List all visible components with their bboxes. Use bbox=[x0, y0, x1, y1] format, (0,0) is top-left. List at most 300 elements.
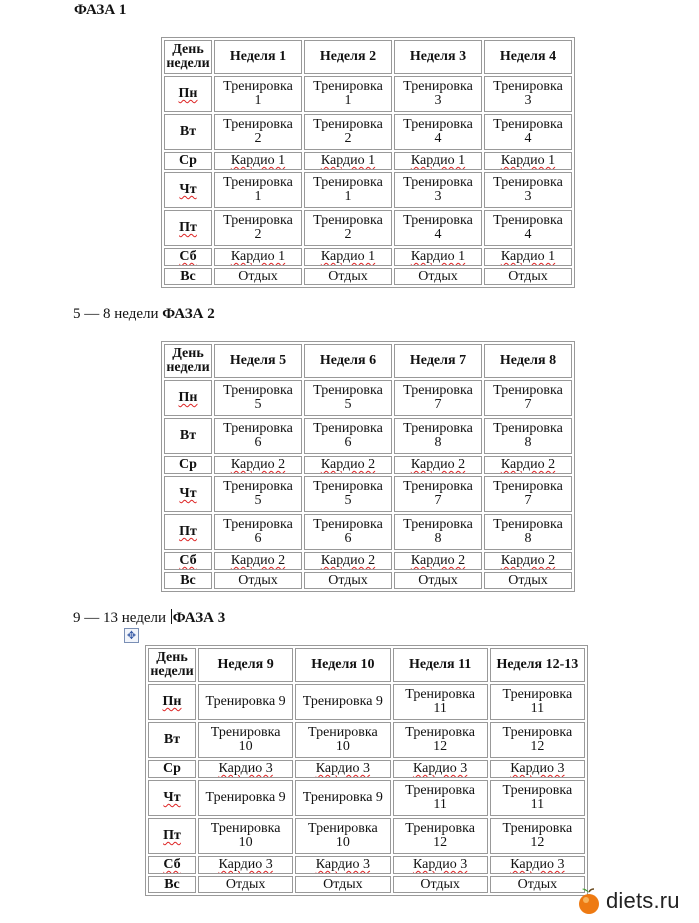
schedule-cell bbox=[214, 476, 302, 512]
schedule-cell bbox=[198, 684, 293, 720]
schedule-cell bbox=[198, 760, 293, 778]
schedule-cell-text: 8 bbox=[434, 531, 442, 546]
move-arrows-icon[interactable]: ✥ bbox=[124, 628, 139, 643]
schedule-cell bbox=[394, 210, 482, 246]
schedule-cell bbox=[394, 514, 482, 550]
schedule-cell-text: Кардио 3 bbox=[218, 857, 273, 872]
schedule-cell bbox=[304, 552, 392, 570]
schedule-cell-text: 4 bbox=[524, 131, 532, 146]
corner-label: недели bbox=[166, 56, 210, 71]
schedule-cell bbox=[490, 876, 585, 893]
day-label bbox=[164, 456, 212, 474]
day-row bbox=[164, 572, 572, 589]
day-label-text: Пт bbox=[163, 828, 181, 843]
phase-2-heading-prefix: 5 — 8 недели bbox=[73, 306, 163, 322]
day-row bbox=[148, 780, 585, 816]
schedule-cell bbox=[394, 76, 482, 112]
week-header: Неделя 10 bbox=[295, 648, 390, 682]
schedule-cell bbox=[484, 572, 572, 589]
schedule-cell-text: Кардио 1 bbox=[410, 153, 466, 168]
schedule-cell bbox=[198, 876, 293, 893]
schedule-cell bbox=[394, 418, 482, 454]
schedule-cell bbox=[484, 380, 572, 416]
schedule-cell-text: Тренировка bbox=[223, 421, 293, 436]
day-label-text: Ср bbox=[179, 153, 197, 168]
schedule-cell bbox=[295, 818, 390, 854]
day-label bbox=[148, 876, 196, 893]
day-label bbox=[148, 760, 196, 778]
schedule-cell-text: 3 bbox=[434, 93, 442, 108]
schedule-cell-text: Кардио 1 bbox=[410, 249, 466, 264]
phase-3-heading-title: ФАЗА 3 bbox=[172, 610, 226, 626]
schedule-cell bbox=[214, 514, 302, 550]
corner-cell bbox=[164, 344, 212, 378]
phase-1-table bbox=[161, 37, 575, 288]
day-row bbox=[148, 818, 585, 854]
phase-2-heading-title: ФАЗА 2 bbox=[162, 306, 215, 322]
day-row bbox=[164, 456, 572, 474]
schedule-cell-text: 11 bbox=[433, 797, 447, 812]
schedule-cell-text: Отдых bbox=[418, 268, 458, 284]
schedule-cell-text: 6 bbox=[254, 435, 262, 450]
schedule-cell-text: Кардио 3 bbox=[218, 761, 273, 776]
day-label-text: Вс bbox=[180, 572, 196, 588]
corner-label: недели bbox=[166, 360, 210, 375]
corner-cell bbox=[148, 648, 196, 682]
schedule-cell bbox=[484, 248, 572, 266]
day-row bbox=[164, 210, 572, 246]
schedule-cell-text: 5 bbox=[344, 397, 352, 412]
schedule-cell-text: Кардио 2 bbox=[410, 457, 466, 472]
schedule-cell-text: 5 bbox=[344, 493, 352, 508]
schedule-cell-text: Отдых bbox=[517, 876, 558, 892]
schedule-cell-text: 4 bbox=[434, 227, 442, 242]
schedule-cell bbox=[394, 456, 482, 474]
day-label-text: Сб bbox=[179, 249, 197, 264]
schedule-cell bbox=[214, 380, 302, 416]
schedule-cell-text: Отдых bbox=[238, 268, 278, 284]
schedule-cell-text: Отдых bbox=[328, 572, 368, 588]
schedule-cell-text: 8 bbox=[524, 531, 532, 546]
schedule-cell-text: 10 bbox=[335, 835, 350, 850]
day-row bbox=[164, 268, 572, 285]
day-label bbox=[164, 172, 212, 208]
corner-label: День bbox=[172, 42, 204, 57]
day-row bbox=[148, 684, 585, 720]
schedule-cell-text: Кардио 3 bbox=[510, 857, 565, 872]
schedule-cell-text: Тренировка bbox=[502, 821, 573, 836]
schedule-cell bbox=[198, 722, 293, 758]
schedule-cell bbox=[484, 552, 572, 570]
schedule-cell bbox=[394, 172, 482, 208]
day-row bbox=[164, 152, 572, 170]
schedule-cell-text: Отдых bbox=[508, 572, 548, 588]
schedule-cell bbox=[393, 876, 488, 893]
schedule-cell bbox=[214, 76, 302, 112]
schedule-cell-text: Тренировка 9 bbox=[205, 790, 286, 805]
schedule-cell-text: Тренировка bbox=[403, 213, 473, 228]
day-label-text: Вт bbox=[163, 732, 181, 747]
schedule-cell bbox=[304, 418, 392, 454]
day-label bbox=[164, 514, 212, 550]
corner-label: недели bbox=[150, 664, 194, 679]
day-label bbox=[148, 780, 196, 816]
schedule-cell bbox=[214, 268, 302, 285]
schedule-cell bbox=[393, 722, 488, 758]
schedule-cell-text: 3 bbox=[524, 93, 532, 108]
schedule-cell bbox=[484, 476, 572, 512]
schedule-cell bbox=[394, 152, 482, 170]
diets-logo bbox=[576, 884, 680, 918]
day-label bbox=[164, 380, 212, 416]
schedule-cell-text: Тренировка bbox=[313, 175, 383, 190]
schedule-cell-text: 5 bbox=[254, 493, 262, 508]
schedule-cell-text: Тренировка bbox=[405, 783, 475, 798]
schedule-cell bbox=[490, 722, 585, 758]
schedule-cell-text: 11 bbox=[433, 701, 447, 716]
schedule-cell-text: Тренировка bbox=[403, 175, 473, 190]
week-header: Неделя 8 bbox=[484, 344, 572, 378]
schedule-cell-text: Кардио 1 bbox=[500, 249, 556, 264]
schedule-cell-text: 2 bbox=[254, 131, 262, 146]
day-label bbox=[148, 856, 196, 874]
schedule-cell bbox=[484, 114, 572, 150]
schedule-cell bbox=[484, 418, 572, 454]
schedule-cell bbox=[304, 172, 392, 208]
schedule-cell-text: 12 bbox=[530, 835, 545, 850]
schedule-cell bbox=[484, 456, 572, 474]
schedule-cell bbox=[214, 210, 302, 246]
schedule-cell-text: 12 bbox=[530, 739, 545, 754]
schedule-cell-text: 5 bbox=[254, 397, 262, 412]
apple-icon bbox=[576, 887, 602, 915]
schedule-cell-text: Тренировка bbox=[313, 213, 383, 228]
schedule-cell-text: Тренировка bbox=[502, 725, 573, 740]
schedule-cell bbox=[198, 818, 293, 854]
schedule-cell-text: Тренировка bbox=[502, 783, 573, 798]
schedule-cell bbox=[393, 760, 488, 778]
schedule-cell-text: Тренировка bbox=[223, 479, 293, 494]
schedule-cell-text: Тренировка bbox=[313, 117, 383, 132]
schedule-cell-text: Тренировка bbox=[223, 517, 293, 532]
schedule-cell-text: Тренировка bbox=[223, 383, 293, 398]
schedule-cell-text: Кардио 3 bbox=[412, 761, 468, 776]
schedule-cell-text: Тренировка bbox=[493, 383, 563, 398]
day-label bbox=[164, 210, 212, 246]
corner-label: День bbox=[172, 346, 204, 361]
schedule-cell-text: Тренировка bbox=[313, 79, 383, 94]
schedule-cell-text: Кардио 3 bbox=[315, 857, 371, 872]
day-label-text: Пн bbox=[178, 390, 198, 405]
schedule-cell-text: Кардио 3 bbox=[315, 761, 371, 776]
day-label-text: Чт bbox=[179, 486, 197, 501]
schedule-cell-text: 11 bbox=[530, 701, 545, 716]
schedule-cell-text: Отдых bbox=[225, 876, 266, 892]
schedule-cell-text: Тренировка bbox=[223, 213, 293, 228]
schedule-cell-text: 7 bbox=[434, 397, 442, 412]
week-header: Неделя 6 bbox=[304, 344, 392, 378]
schedule-cell-text: 10 bbox=[238, 835, 253, 850]
schedule-cell bbox=[295, 876, 390, 893]
schedule-cell-text: 12 bbox=[433, 835, 448, 850]
week-header: Неделя 2 bbox=[304, 40, 392, 74]
day-label-text: Сб bbox=[179, 553, 197, 568]
phase-2-heading bbox=[73, 305, 215, 323]
schedule-cell bbox=[484, 76, 572, 112]
schedule-cell-text: Тренировка bbox=[313, 479, 383, 494]
schedule-cell-text: 1 bbox=[344, 93, 352, 108]
day-label-text: Ср bbox=[179, 457, 197, 472]
schedule-cell bbox=[490, 684, 585, 720]
schedule-cell-text: Отдых bbox=[323, 876, 363, 892]
schedule-cell bbox=[304, 76, 392, 112]
schedule-cell-text: Тренировка bbox=[493, 421, 563, 436]
day-label-text: Чт bbox=[179, 182, 197, 197]
schedule-cell-text: Кардио 2 bbox=[500, 553, 556, 568]
text-cursor bbox=[171, 609, 172, 624]
schedule-cell-text: Отдых bbox=[238, 572, 278, 588]
day-label bbox=[148, 722, 196, 758]
day-label bbox=[164, 572, 212, 589]
schedule-cell bbox=[214, 172, 302, 208]
schedule-cell-text: Тренировка 9 bbox=[302, 694, 383, 709]
header-row bbox=[148, 648, 585, 682]
schedule-cell bbox=[304, 514, 392, 550]
schedule-cell bbox=[484, 514, 572, 550]
schedule-cell-text: Кардио 2 bbox=[230, 457, 286, 472]
schedule-cell bbox=[295, 684, 390, 720]
day-label-text: Вс bbox=[164, 876, 180, 892]
schedule-cell bbox=[490, 856, 585, 874]
schedule-cell bbox=[295, 780, 390, 816]
day-label bbox=[164, 476, 212, 512]
week-header: Неделя 3 bbox=[394, 40, 482, 74]
schedule-cell bbox=[394, 248, 482, 266]
schedule-cell bbox=[214, 456, 302, 474]
day-label-text: Пн bbox=[178, 86, 198, 101]
schedule-cell-text: 8 bbox=[434, 435, 442, 450]
day-label bbox=[164, 76, 212, 112]
schedule-cell-text: Тренировка bbox=[403, 383, 473, 398]
schedule-cell-text: 10 bbox=[238, 739, 253, 754]
schedule-cell bbox=[393, 818, 488, 854]
schedule-cell-text: Тренировка bbox=[313, 421, 383, 436]
schedule-cell-text: Тренировка bbox=[405, 687, 475, 702]
schedule-cell-text: Тренировка bbox=[308, 821, 378, 836]
week-header: Неделя 7 bbox=[394, 344, 482, 378]
schedule-cell bbox=[304, 572, 392, 589]
schedule-cell bbox=[394, 380, 482, 416]
schedule-cell-text: Тренировка bbox=[403, 117, 473, 132]
day-row bbox=[148, 876, 585, 893]
schedule-cell bbox=[490, 818, 585, 854]
schedule-cell-text: Отдых bbox=[418, 572, 458, 588]
schedule-cell bbox=[393, 856, 488, 874]
schedule-cell-text: Тренировка bbox=[493, 175, 563, 190]
day-label-text: Пт bbox=[179, 524, 197, 539]
schedule-cell bbox=[295, 760, 390, 778]
schedule-cell bbox=[198, 780, 293, 816]
schedule-cell-text: Тренировка bbox=[223, 79, 293, 94]
phase-2-table bbox=[161, 341, 575, 592]
day-label-text: Чт bbox=[163, 790, 181, 805]
schedule-cell bbox=[394, 552, 482, 570]
schedule-cell-text: 12 bbox=[433, 739, 448, 754]
week-header: Неделя 11 bbox=[393, 648, 488, 682]
schedule-cell-text: Кардио 1 bbox=[320, 153, 376, 168]
schedule-cell bbox=[304, 476, 392, 512]
schedule-cell-text: Тренировка bbox=[223, 117, 293, 132]
week-header: Неделя 12-13 bbox=[490, 648, 585, 682]
day-row bbox=[148, 856, 585, 874]
phase-3-heading-prefix: 9 — 13 недели bbox=[73, 610, 170, 626]
schedule-cell bbox=[214, 418, 302, 454]
schedule-cell bbox=[484, 268, 572, 285]
day-row bbox=[148, 722, 585, 758]
schedule-cell-text: 7 bbox=[524, 397, 532, 412]
day-label bbox=[148, 684, 196, 720]
schedule-cell bbox=[214, 552, 302, 570]
day-label bbox=[148, 818, 196, 854]
day-label-text: Вс bbox=[180, 268, 196, 284]
day-row bbox=[164, 172, 572, 208]
week-header: Неделя 4 bbox=[484, 40, 572, 74]
week-header: Неделя 9 bbox=[198, 648, 293, 682]
schedule-cell bbox=[304, 268, 392, 285]
schedule-cell-text: 3 bbox=[524, 189, 532, 204]
schedule-cell-text: Тренировка bbox=[403, 479, 473, 494]
header-row bbox=[164, 40, 572, 74]
schedule-cell-text: Тренировка bbox=[405, 821, 475, 836]
schedule-cell-text: 2 bbox=[344, 227, 352, 242]
schedule-cell-text: Тренировка bbox=[210, 821, 281, 836]
schedule-cell-text: Кардио 1 bbox=[320, 249, 376, 264]
day-label-text: Сб bbox=[163, 857, 181, 872]
schedule-cell-text: Тренировка 9 bbox=[205, 694, 286, 709]
day-label-text: Вт bbox=[179, 124, 197, 139]
day-row bbox=[164, 114, 572, 150]
schedule-cell-text: Тренировка bbox=[493, 213, 563, 228]
schedule-cell-text: 7 bbox=[524, 493, 532, 508]
corner-cell bbox=[164, 40, 212, 74]
watermark-text: diets.ru bbox=[606, 888, 680, 913]
week-header: Неделя 1 bbox=[214, 40, 302, 74]
day-row bbox=[164, 418, 572, 454]
schedule-cell bbox=[393, 684, 488, 720]
schedule-cell-text: Кардио 1 bbox=[500, 153, 556, 168]
day-label-text: Ср bbox=[163, 761, 181, 776]
schedule-cell-text: Отдых bbox=[508, 268, 548, 284]
schedule-cell bbox=[490, 780, 585, 816]
schedule-cell bbox=[214, 572, 302, 589]
schedule-cell bbox=[304, 248, 392, 266]
phase-3-heading[interactable] bbox=[73, 609, 225, 627]
schedule-cell-text: 6 bbox=[254, 531, 262, 546]
schedule-cell bbox=[295, 856, 390, 874]
phase-1-heading bbox=[74, 1, 126, 19]
day-row bbox=[164, 380, 572, 416]
schedule-cell-text: Тренировка bbox=[403, 79, 473, 94]
day-label-text: Пн bbox=[162, 694, 182, 709]
schedule-cell-text: 3 bbox=[434, 189, 442, 204]
schedule-cell-text: Кардио 1 bbox=[230, 249, 286, 264]
day-label bbox=[164, 152, 212, 170]
schedule-cell-text: 11 bbox=[530, 797, 545, 812]
schedule-cell bbox=[304, 456, 392, 474]
schedule-cell-text: Отдых bbox=[328, 268, 368, 284]
schedule-cell-text: 7 bbox=[434, 493, 442, 508]
day-row bbox=[164, 248, 572, 266]
schedule-cell bbox=[304, 114, 392, 150]
schedule-cell-text: 1 bbox=[254, 93, 262, 108]
schedule-cell bbox=[304, 210, 392, 246]
day-label bbox=[164, 418, 212, 454]
schedule-cell-text: Тренировка bbox=[210, 725, 281, 740]
day-row bbox=[164, 514, 572, 550]
schedule-cell bbox=[304, 380, 392, 416]
schedule-cell-text: 2 bbox=[344, 131, 352, 146]
schedule-cell bbox=[394, 572, 482, 589]
schedule-cell bbox=[295, 722, 390, 758]
day-label-text: Вт bbox=[179, 428, 197, 443]
schedule-cell-text: 1 bbox=[254, 189, 262, 204]
schedule-cell bbox=[198, 856, 293, 874]
schedule-cell-text: Кардио 2 bbox=[410, 553, 466, 568]
day-row bbox=[164, 76, 572, 112]
schedule-cell-text: 6 bbox=[344, 435, 352, 450]
schedule-cell bbox=[394, 476, 482, 512]
day-label bbox=[164, 114, 212, 150]
schedule-cell-text: Тренировка bbox=[403, 421, 473, 436]
phase-3-table bbox=[145, 645, 588, 896]
schedule-cell-text: Кардио 2 bbox=[320, 457, 376, 472]
schedule-cell bbox=[484, 152, 572, 170]
schedule-cell-text: Тренировка bbox=[223, 175, 293, 190]
schedule-cell-text: 4 bbox=[434, 131, 442, 146]
schedule-cell-text: Тренировка bbox=[403, 517, 473, 532]
schedule-cell-text: Тренировка 9 bbox=[302, 790, 383, 805]
day-label bbox=[164, 268, 212, 285]
schedule-cell-text: 4 bbox=[524, 227, 532, 242]
schedule-cell-text: 10 bbox=[335, 739, 350, 754]
schedule-cell-text: Отдых bbox=[420, 876, 460, 892]
schedule-cell bbox=[214, 152, 302, 170]
schedule-cell-text: Тренировка bbox=[405, 725, 475, 740]
phase-1-heading-title: ФАЗА 1 bbox=[74, 2, 127, 18]
schedule-cell-text: Тренировка bbox=[493, 479, 563, 494]
schedule-cell bbox=[490, 760, 585, 778]
schedule-cell bbox=[304, 152, 392, 170]
day-label-text: Пт bbox=[179, 220, 197, 235]
schedule-cell bbox=[214, 248, 302, 266]
schedule-cell-text: Тренировка bbox=[308, 725, 378, 740]
schedule-cell-text: 6 bbox=[344, 531, 352, 546]
week-header: Неделя 5 bbox=[214, 344, 302, 378]
schedule-cell-text: Тренировка bbox=[493, 79, 563, 94]
schedule-cell bbox=[393, 780, 488, 816]
day-row bbox=[164, 476, 572, 512]
schedule-cell bbox=[484, 172, 572, 208]
schedule-cell-text: Тренировка bbox=[493, 117, 563, 132]
schedule-cell-text: 1 bbox=[344, 189, 352, 204]
schedule-cell-text: 8 bbox=[524, 435, 532, 450]
header-row bbox=[164, 344, 572, 378]
schedule-cell-text: Кардио 2 bbox=[500, 457, 556, 472]
day-label bbox=[164, 248, 212, 266]
schedule-cell bbox=[214, 114, 302, 150]
schedule-cell-text: Кардио 3 bbox=[412, 857, 468, 872]
schedule-cell bbox=[394, 268, 482, 285]
